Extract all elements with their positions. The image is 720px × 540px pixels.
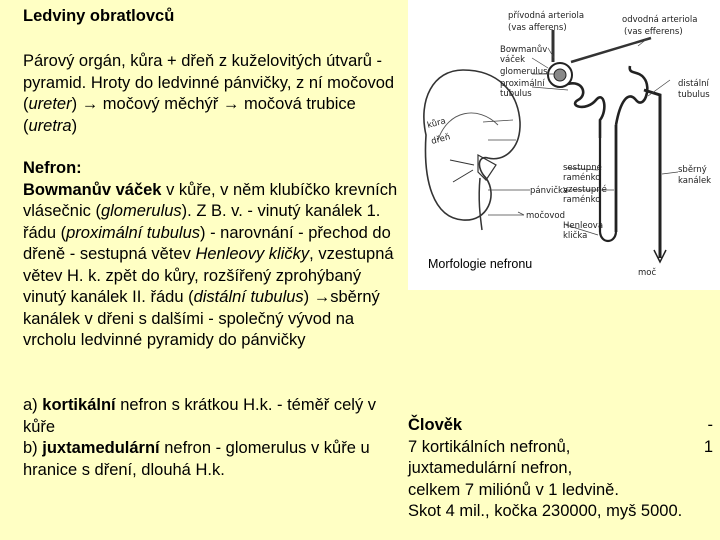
- term-bowman: Bowmanův váček: [23, 180, 162, 199]
- nefron-diagram: [408, 0, 720, 290]
- nefron-text-3: ) - narovnání - přechod do dřeně - sestupná větev: [23, 223, 391, 263]
- human-heading-row: [408, 415, 713, 437]
- label-sestupne-2: raménko: [563, 173, 601, 183]
- human-stats: [408, 415, 713, 523]
- label-moc: moč: [638, 268, 657, 278]
- distal-tubule: [616, 66, 647, 125]
- figure-caption: Morfologie nefronu: [428, 257, 533, 271]
- nefron-figure: [408, 0, 720, 290]
- type-juxtamedullary: [23, 438, 398, 481]
- human-line-2: juxtamedulární nefron,: [408, 459, 573, 477]
- human-label: Člověk: [408, 416, 463, 434]
- term-distal: distální tubulus: [193, 288, 304, 306]
- nefron-heading: Nefron:: [23, 159, 82, 177]
- term-henle: Henleovy kličky: [195, 245, 310, 263]
- label-dren: dřeň: [430, 132, 452, 147]
- nefron-text-2: ). Z B. v. - vinutý kanálek 1. řádu (: [23, 202, 381, 242]
- term-uretra: uretra: [28, 116, 72, 135]
- intro-paragraph: [23, 51, 403, 137]
- henle-loop: [600, 232, 616, 241]
- label-henle-1: Henleova: [563, 221, 604, 231]
- term-ureter: ureter: [28, 95, 72, 113]
- label-sberny-1: sběrný: [678, 165, 707, 175]
- nefron-text-5: ) →sběrný kanálek v dřeni s dalšími - společný vývod na vrcholu ledvinné pyramidy do pánvičky: [23, 288, 380, 349]
- nefron-text-4: , vzestupná větev H. k. zpět do kůry, rozšířený zprohýbaný vinutý kanálek II. řádu (: [23, 245, 394, 306]
- type-a-prefix: a): [23, 396, 43, 414]
- type-a-text: nefron s krátkou H.k. - téměř celý v kůře: [23, 396, 377, 436]
- type-cortical: [23, 395, 398, 438]
- label-distal-1: distální: [678, 79, 709, 89]
- label-distal-2: tubulus: [678, 90, 710, 100]
- collecting-duct: [644, 90, 660, 258]
- type-b-text: nefron - glomerulus v kůře u hranice s dření, dlouhá H.k.: [23, 439, 370, 479]
- nefron-types: [23, 395, 398, 481]
- nefron-text-1: v kůře, v něm klubíčko krevních vlásečnic (: [23, 180, 398, 220]
- label-panvicka: pánvička: [530, 186, 569, 196]
- label-mocovod: močovod: [526, 211, 565, 221]
- proximal-tubule: [568, 83, 604, 138]
- label-bowman-1: Bowmanův: [500, 45, 548, 55]
- label-glomerulus: glomerulus: [500, 67, 548, 77]
- label-odvodna-1: odvodná arteriola: [622, 15, 698, 25]
- type-a-term: kortikální: [42, 396, 116, 414]
- label-bowman-2: váček: [500, 55, 526, 65]
- label-proximal-2: tubulus: [500, 89, 532, 99]
- label-sberny-2: kanálek: [678, 176, 712, 186]
- human-line-1-left: 7 kortikálních nefronů,: [408, 437, 571, 456]
- term-proximal: proximální tubulus: [66, 223, 201, 242]
- label-privodna-1: přívodná arteriola: [508, 11, 585, 21]
- type-b-prefix: b): [23, 439, 43, 457]
- human-line-1: [408, 437, 713, 459]
- type-b-term: juxtamedulární: [42, 439, 160, 457]
- label-sestupne-1: sestupné: [563, 163, 602, 173]
- label-kura: kůra: [426, 116, 447, 131]
- label-proximal-1: proximální: [500, 79, 545, 89]
- intro-text-2: ) → močový měchýř → močová trubice (: [23, 95, 356, 135]
- human-line-4: Skot 4 mil., kočka 230000, myš 5000.: [408, 502, 683, 520]
- label-henle-2: klička: [563, 231, 588, 241]
- term-glomerulus: glomerulus: [100, 202, 182, 220]
- label-vzestupne-1: vzestupné: [563, 185, 607, 195]
- intro-text-1: Párový orgán, kůra + dřeň z kuželovitých útvarů - pyramid. Hroty do ledvinné pánvičky, z ní močovod (: [23, 52, 395, 113]
- human-line-1-right: 1: [703, 437, 713, 456]
- ureter-line: [479, 178, 482, 230]
- human-dash: -: [707, 416, 713, 434]
- glomerulus-knot: [554, 69, 566, 81]
- label-privodna-2: (vas afferens): [508, 23, 567, 33]
- label-odvodna-2: (vas efferens): [624, 27, 683, 37]
- intro-text-3: ): [71, 116, 78, 135]
- label-vzestupne-2: raménko: [563, 195, 601, 205]
- vessel-lines: [450, 160, 474, 182]
- human-line-3: celkem 7 miliónů v 1 ledvině.: [408, 480, 619, 499]
- efferent-arteriole: [571, 38, 651, 62]
- nefron-paragraph: [23, 158, 403, 352]
- page-title: Ledviny obratlovců: [23, 7, 175, 25]
